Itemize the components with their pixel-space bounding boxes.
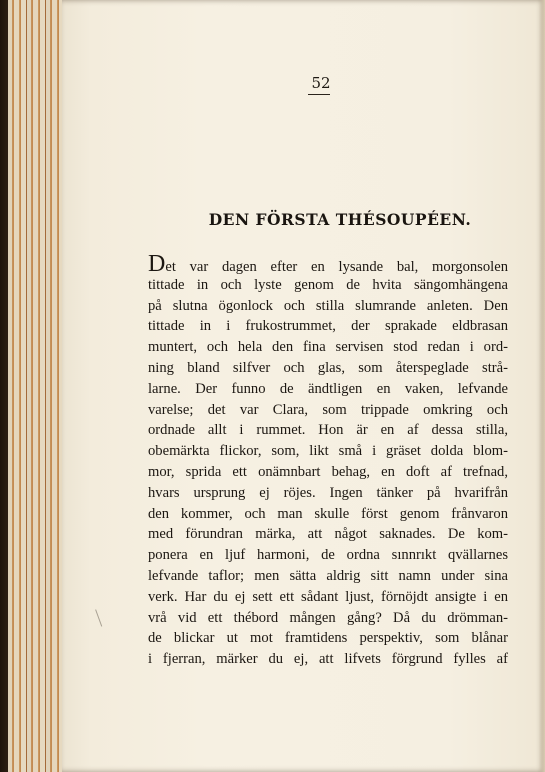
text-line: Det var dagen efter en lysande bal, morgonsolen: [148, 251, 508, 277]
text-line: med förundran märka, att något saknades. De kom-: [148, 526, 508, 543]
text-line: de blickar ut mot framtidens perspektiv, som blånar: [148, 630, 508, 647]
text-line: mor, sprida ett onämnbart behag, en doft af trefnad,: [148, 463, 508, 480]
text-line: muntert, och hela den fina servisen stod redan i ord-: [148, 339, 508, 356]
page-right-edge: [539, 0, 545, 772]
drop-cap: D: [148, 251, 166, 277]
text-line: vrå vid ett thébord mången gång? Då du drömman-: [148, 609, 508, 626]
text-line: ordnade allt i rummet. Hon är en af dessa stilla,: [148, 422, 508, 439]
text-line: på slutna ögonlock och stilla slumrande anleten. Den: [148, 297, 508, 314]
text-line: tittade in i frukostrummet, der sprakade eldbrasan: [148, 318, 508, 335]
text-line: obemärkta flickor, som, likt små i gräset dolda blom-: [148, 443, 508, 460]
text-line: larne. Der funno de ändtligen en vaken, lefvande: [148, 380, 508, 397]
text-line: tittade in och lyste genom de hvita sängomhängena: [148, 276, 508, 293]
body-text: [148, 251, 508, 670]
text-line: lefvande taflor; men sätta aldrig sitt namn under sina: [148, 567, 508, 584]
page-number: 52: [311, 74, 331, 92]
text-line: i fjerran, märker du ej, att lifvets förgrund fylles af: [148, 651, 508, 668]
text-line: varelse; det var Clara, som trippade omkring och: [148, 401, 508, 418]
text-line: den kommer, och man skulle först genom frånvaron: [148, 505, 508, 522]
page-edges: [8, 0, 64, 772]
text-line: hvars ursprung ej röjes. Ingen tänker på hvarifrån: [148, 484, 508, 501]
text-line: verk. Har du ej sett ett sådant ljust, förnöjdt ansigte i en: [148, 588, 508, 605]
text-line: ponera en ljuf harmoni, de ordna sınnrıkt qvällarnes: [148, 547, 508, 564]
page-number-underline: [308, 94, 330, 95]
text-line: ning bland silfver och glas, som återspeglade strå-: [148, 359, 508, 376]
chapter-title: DEN FÖRSTA THÉSOUPÉEN.: [208, 210, 472, 229]
